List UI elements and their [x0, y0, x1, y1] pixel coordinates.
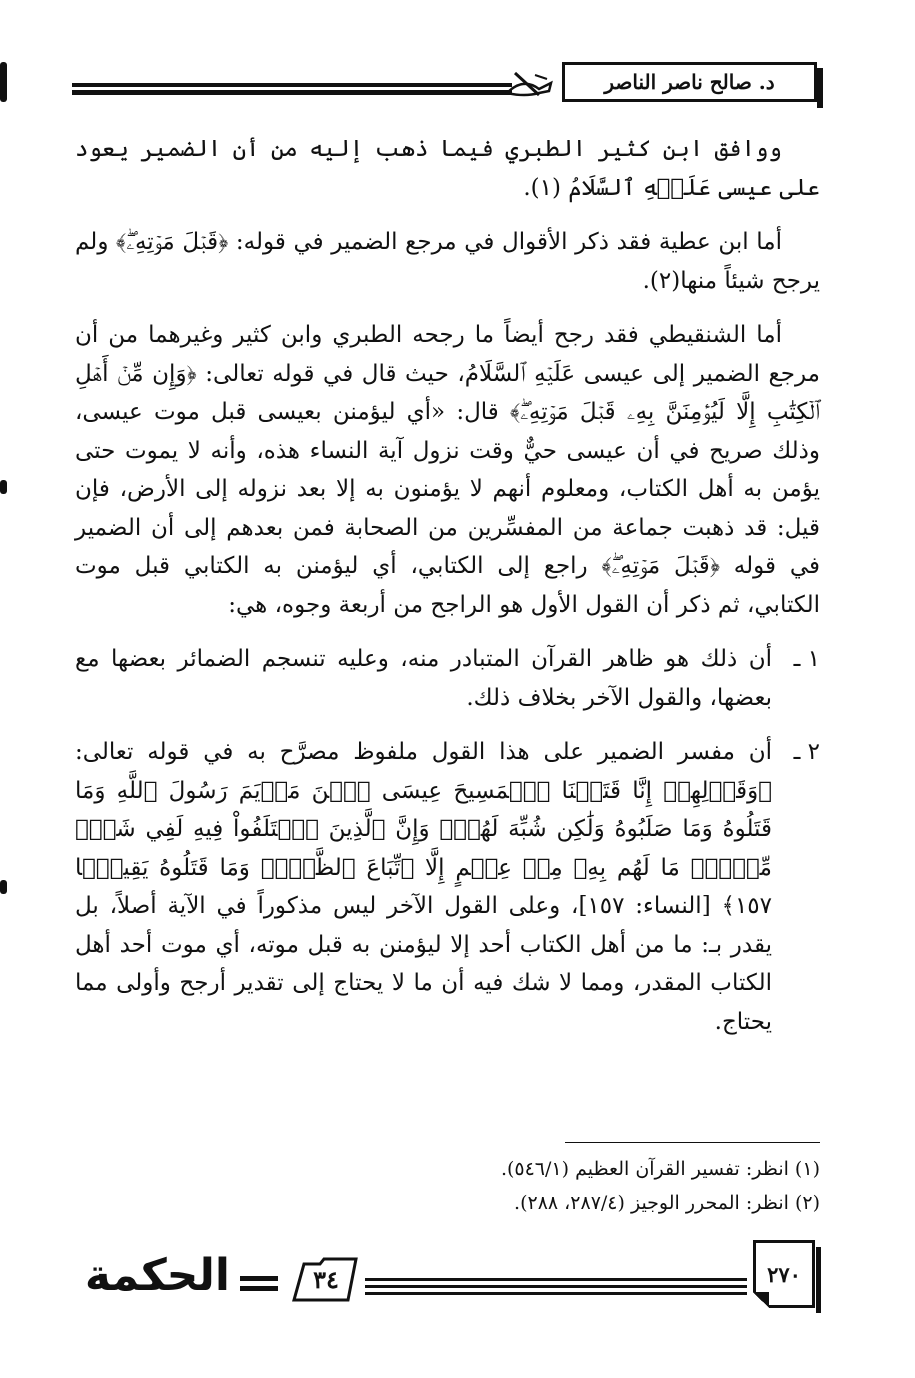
- footer-divider: [240, 1276, 278, 1296]
- running-footer: [84, 1238, 825, 1338]
- edge-mark: [0, 480, 7, 494]
- list-number: ١ ـ: [793, 646, 820, 672]
- edge-mark: [0, 880, 7, 894]
- page-number: ٢٧٠: [753, 1240, 815, 1308]
- paragraph: أما الشنقيطي فقد رجح أيضاً ما رجحه الطبري وابن كثير وغيرهما من أن مرجع الضمير إلى عيسى عَلَيۡهِ ٱلسَّلَامُ، حيث قال في قوله تعالى: ﴿وَإِن مِّنۡ أَهۡلِ ٱلۡكِتَٰبِ إِلَّا لَيُؤۡمِنَنَّ بِهِۦ قَبۡلَ مَوۡتِهِۦۖ﴾ قال: «أي ليؤمنن بعيسى قبل موت عيسى، وذلك صريح في أن عيسى حيٌّ وقت نزول آية النساء هذه، وأنه لا يموت حتى يؤمن به أهل الكتاب، ومعلوم أنهم لا يؤمنون به إلا بعد نزوله إلى الأرض، فإن قيل: قد ذهبت جماعة من المفسِّرين من الصحابة فمن بعدهم إلى أن الضمير في قوله ﴿قَبۡلَ مَوۡتِهِۦۖ﴾ راجع إلى الكتابي، أي ليؤمنن به الكتابي قبل موت الكتابي، ثم ذكر أن القول الأول هو الراجح من أربعة وجوه، هي:: [75, 322, 820, 618]
- issue-number: ٣٤: [313, 1264, 339, 1294]
- footnote-rule: [565, 1142, 820, 1143]
- footnote: (١) انظر: تفسير القرآن العظيم (٥٤٦/١).: [500, 1158, 820, 1180]
- journal-logo: الحكمة: [84, 1250, 230, 1301]
- footnotes: [75, 1152, 820, 1220]
- footer-rule: [365, 1278, 747, 1299]
- paragraph: أما ابن عطية فقد ذكر الأقوال في مرجع الضمير في قوله: ﴿قَبۡلَ مَوۡتِهِۦۖ﴾ ولم يرجح شيئاً منها(٢).: [75, 229, 820, 294]
- list-item: [75, 640, 820, 717]
- list-number: ٢ ـ: [793, 739, 820, 765]
- list-item: [75, 733, 820, 1041]
- body-text: [75, 130, 820, 1057]
- header-rule: [72, 83, 512, 95]
- issue-number-badge: [290, 1256, 362, 1302]
- author-name: د. صالح ناصر الناصر: [562, 62, 817, 102]
- paragraph: ووافق ابن كثير الطبري فيما ذهب إليه من أن الضمير يعود على عيسى عَلَيۡهِ ٱلسَّلَامُ (١).: [75, 136, 820, 201]
- list-text: أن مفسر الضمير على هذا القول ملفوظ مصرَّح به في قوله تعالى: ﴿وَقَوۡلِهِمۡ إِنَّا قَتَلۡنَا ٱلۡمَسِيحَ عِيسَى ٱبۡنَ مَرۡيَمَ رَسُولَ ٱللَّهِ وَمَا قَتَلُوهُ وَمَا صَلَبُوهُ وَلَٰكِن شُبِّهَ لَهُمۡۚ وَإِنَّ ٱلَّذِينَ ٱخۡتَلَفُواْ فِيهِ لَفِي شَكّٖ مِّنۡهُۚ مَا لَهُم بِهِۦ مِنۡ عِلۡمٍ إِلَّا ٱتِّبَاعَ ٱلظَّنِّۚ وَمَا قَتَلُوهُ يَقِينَۢا ١٥٧﴾ [النساء: ١٥٧]، وعلى القول الآخر ليس مذكوراً في الآية أصلاً، بل يقدر بـ: ما من أهل الكتاب أحد إلا ليؤمنن به قبل موته، أي موت أحد أهل الكتاب المقدر، ومما لا شك فيه أن ما لا يحتاج إلى تقدير أرجح وأولى مما يحتاج.: [75, 739, 772, 1035]
- footnote: (٢) انظر: المحرر الوجيز (٢٨٧/٤، ٢٨٨).: [514, 1192, 820, 1214]
- pen-icon: [505, 67, 555, 101]
- list-text: أن ذلك هو ظاهر القرآن المتبادر منه، وعليه تنسجم الضمائر بعضها مع بعضها، والقول الآخر بخلاف ذلك.: [75, 646, 772, 711]
- edge-mark: [0, 62, 7, 102]
- running-header: [72, 55, 817, 113]
